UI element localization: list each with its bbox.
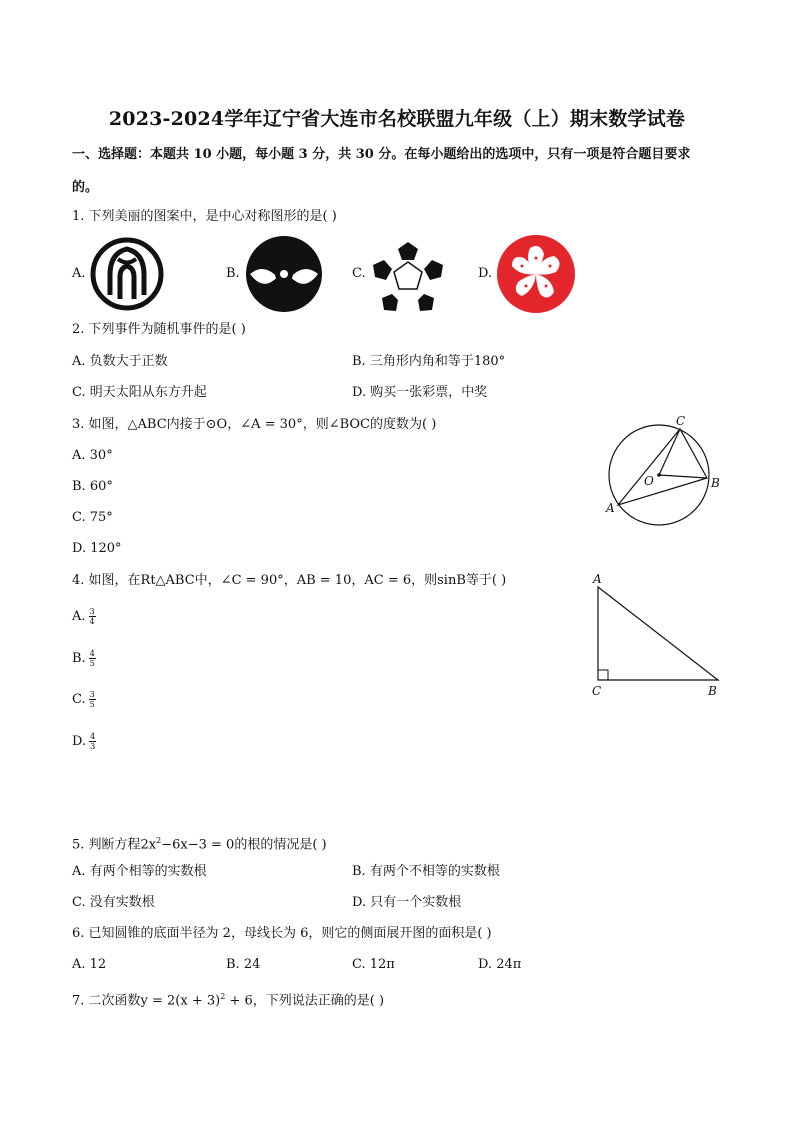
q2-option-d: D. 购买一张彩票，中奖 bbox=[352, 385, 488, 400]
q5-option-d: D. 只有一个实数根 bbox=[352, 895, 462, 910]
q3-option-b: B. 60° bbox=[72, 479, 113, 494]
q3-option-c: C. 75° bbox=[72, 510, 113, 525]
denominator: 3 bbox=[90, 742, 96, 751]
q2-stem: 2. 下列事件为随机事件的是( ) bbox=[72, 322, 246, 337]
q3-option-a: A. 30° bbox=[72, 448, 113, 463]
q6-option-a: A. 12 bbox=[72, 957, 107, 972]
pentagon-ball-pattern-icon bbox=[368, 238, 448, 314]
q3-stem: 3. 如图，△ABC内接于⊙O，∠A = 30°，则∠BOC的度数为( ) bbox=[72, 417, 437, 432]
circle-arch-logo-icon bbox=[88, 235, 166, 313]
q7-stem bbox=[72, 989, 384, 1009]
q5-option-c: C. 没有实数根 bbox=[72, 895, 155, 910]
page-title: 2023-2024学年辽宁省大连市名校联盟九年级（上）期末数学试卷 bbox=[108, 108, 686, 130]
q2-option-c: C. 明天太阳从东方升起 bbox=[72, 385, 207, 400]
q1-stem: 1. 下列美丽的图案中，是中心对称图形的是( ) bbox=[72, 209, 337, 224]
q4-right-triangle-figure bbox=[585, 570, 725, 700]
triangle-abc bbox=[598, 587, 718, 680]
q7-stem-post: + 6，下列说法正确的是( ) bbox=[225, 993, 385, 1009]
q4-option-c-label: C. bbox=[72, 692, 86, 707]
section-heading: 一、选择题：本题共 10 小题，每小题 3 分，共 30 分。在每小题给出的选项中，只有一项是符合题目要求 bbox=[72, 147, 691, 162]
label-b: B bbox=[711, 476, 720, 490]
q6-option-c: C. 12π bbox=[352, 957, 395, 972]
q4-option-d bbox=[72, 732, 96, 751]
q4-option-a-label: A. bbox=[72, 609, 86, 624]
q6-option-d: D. 24π bbox=[478, 957, 522, 972]
q3-option-d: D. 120° bbox=[72, 541, 122, 556]
label-a: A bbox=[606, 501, 615, 515]
label-a: A bbox=[593, 572, 602, 586]
denominator: 5 bbox=[89, 700, 95, 709]
exponent: 2 bbox=[220, 992, 226, 1001]
q1-option-c-label: C. bbox=[352, 266, 366, 281]
label-c: C bbox=[676, 414, 686, 428]
q1-option-d-label: D. bbox=[478, 266, 493, 281]
q7-stem-pre: 7. 二次函数y = 2(x + 3) bbox=[72, 993, 221, 1009]
q4-option-a bbox=[72, 607, 96, 626]
center-point bbox=[657, 473, 661, 477]
label-b: B bbox=[708, 684, 717, 698]
denominator: 5 bbox=[89, 659, 95, 668]
q6-option-b: B. 24 bbox=[226, 957, 261, 972]
q4-option-b bbox=[72, 649, 96, 668]
label-o: O bbox=[644, 474, 654, 488]
denominator: 4 bbox=[89, 617, 95, 626]
q5-option-b: B. 有两个不相等的实数根 bbox=[352, 864, 500, 879]
section-heading-cont: 的。 bbox=[72, 180, 99, 195]
numerator: 3 bbox=[89, 607, 95, 616]
q5-stem-pre: 5. 判断方程2x bbox=[72, 837, 157, 853]
right-angle-mark bbox=[598, 670, 608, 680]
q1-option-b-label: B. bbox=[226, 266, 240, 281]
q4-option-c bbox=[72, 690, 96, 709]
q4-option-b-label: B. bbox=[72, 651, 86, 666]
fraction bbox=[89, 607, 96, 626]
q5-stem bbox=[72, 833, 327, 853]
numerator: 3 bbox=[89, 690, 95, 699]
q1-option-a-label: A. bbox=[72, 266, 86, 281]
numerator: 4 bbox=[89, 649, 95, 658]
q2-option-a: A. 负数大于正数 bbox=[72, 354, 168, 369]
q2-option-b: B. 三角形内角和等于180° bbox=[352, 354, 506, 369]
q4-option-d-label: D. bbox=[72, 734, 87, 749]
q6-stem: 6. 已知圆锥的底面半径为 2，母线长为 6，则它的侧面展开图的面积是( ) bbox=[72, 926, 492, 941]
q3-circle-figure bbox=[600, 410, 730, 532]
fraction bbox=[89, 690, 96, 709]
label-c: C bbox=[592, 684, 602, 698]
fraction bbox=[89, 649, 96, 668]
numerator: 4 bbox=[90, 732, 96, 741]
wave-disc-logo-icon bbox=[244, 234, 324, 314]
segment-ob bbox=[659, 475, 707, 478]
q4-stem: 4. 如图，在Rt△ABC中，∠C = 90°，AB = 10，AC = 6，则sinB等于( ) bbox=[72, 573, 507, 588]
segment-oc bbox=[659, 429, 680, 475]
exponent: 2 bbox=[156, 836, 162, 845]
q5-option-a: A. 有两个相等的实数根 bbox=[72, 864, 207, 879]
q5-stem-post: −6x−3 = 0的根的情况是( ) bbox=[161, 837, 327, 853]
bauhinia-flag-icon bbox=[496, 234, 576, 314]
fraction bbox=[89, 732, 96, 751]
